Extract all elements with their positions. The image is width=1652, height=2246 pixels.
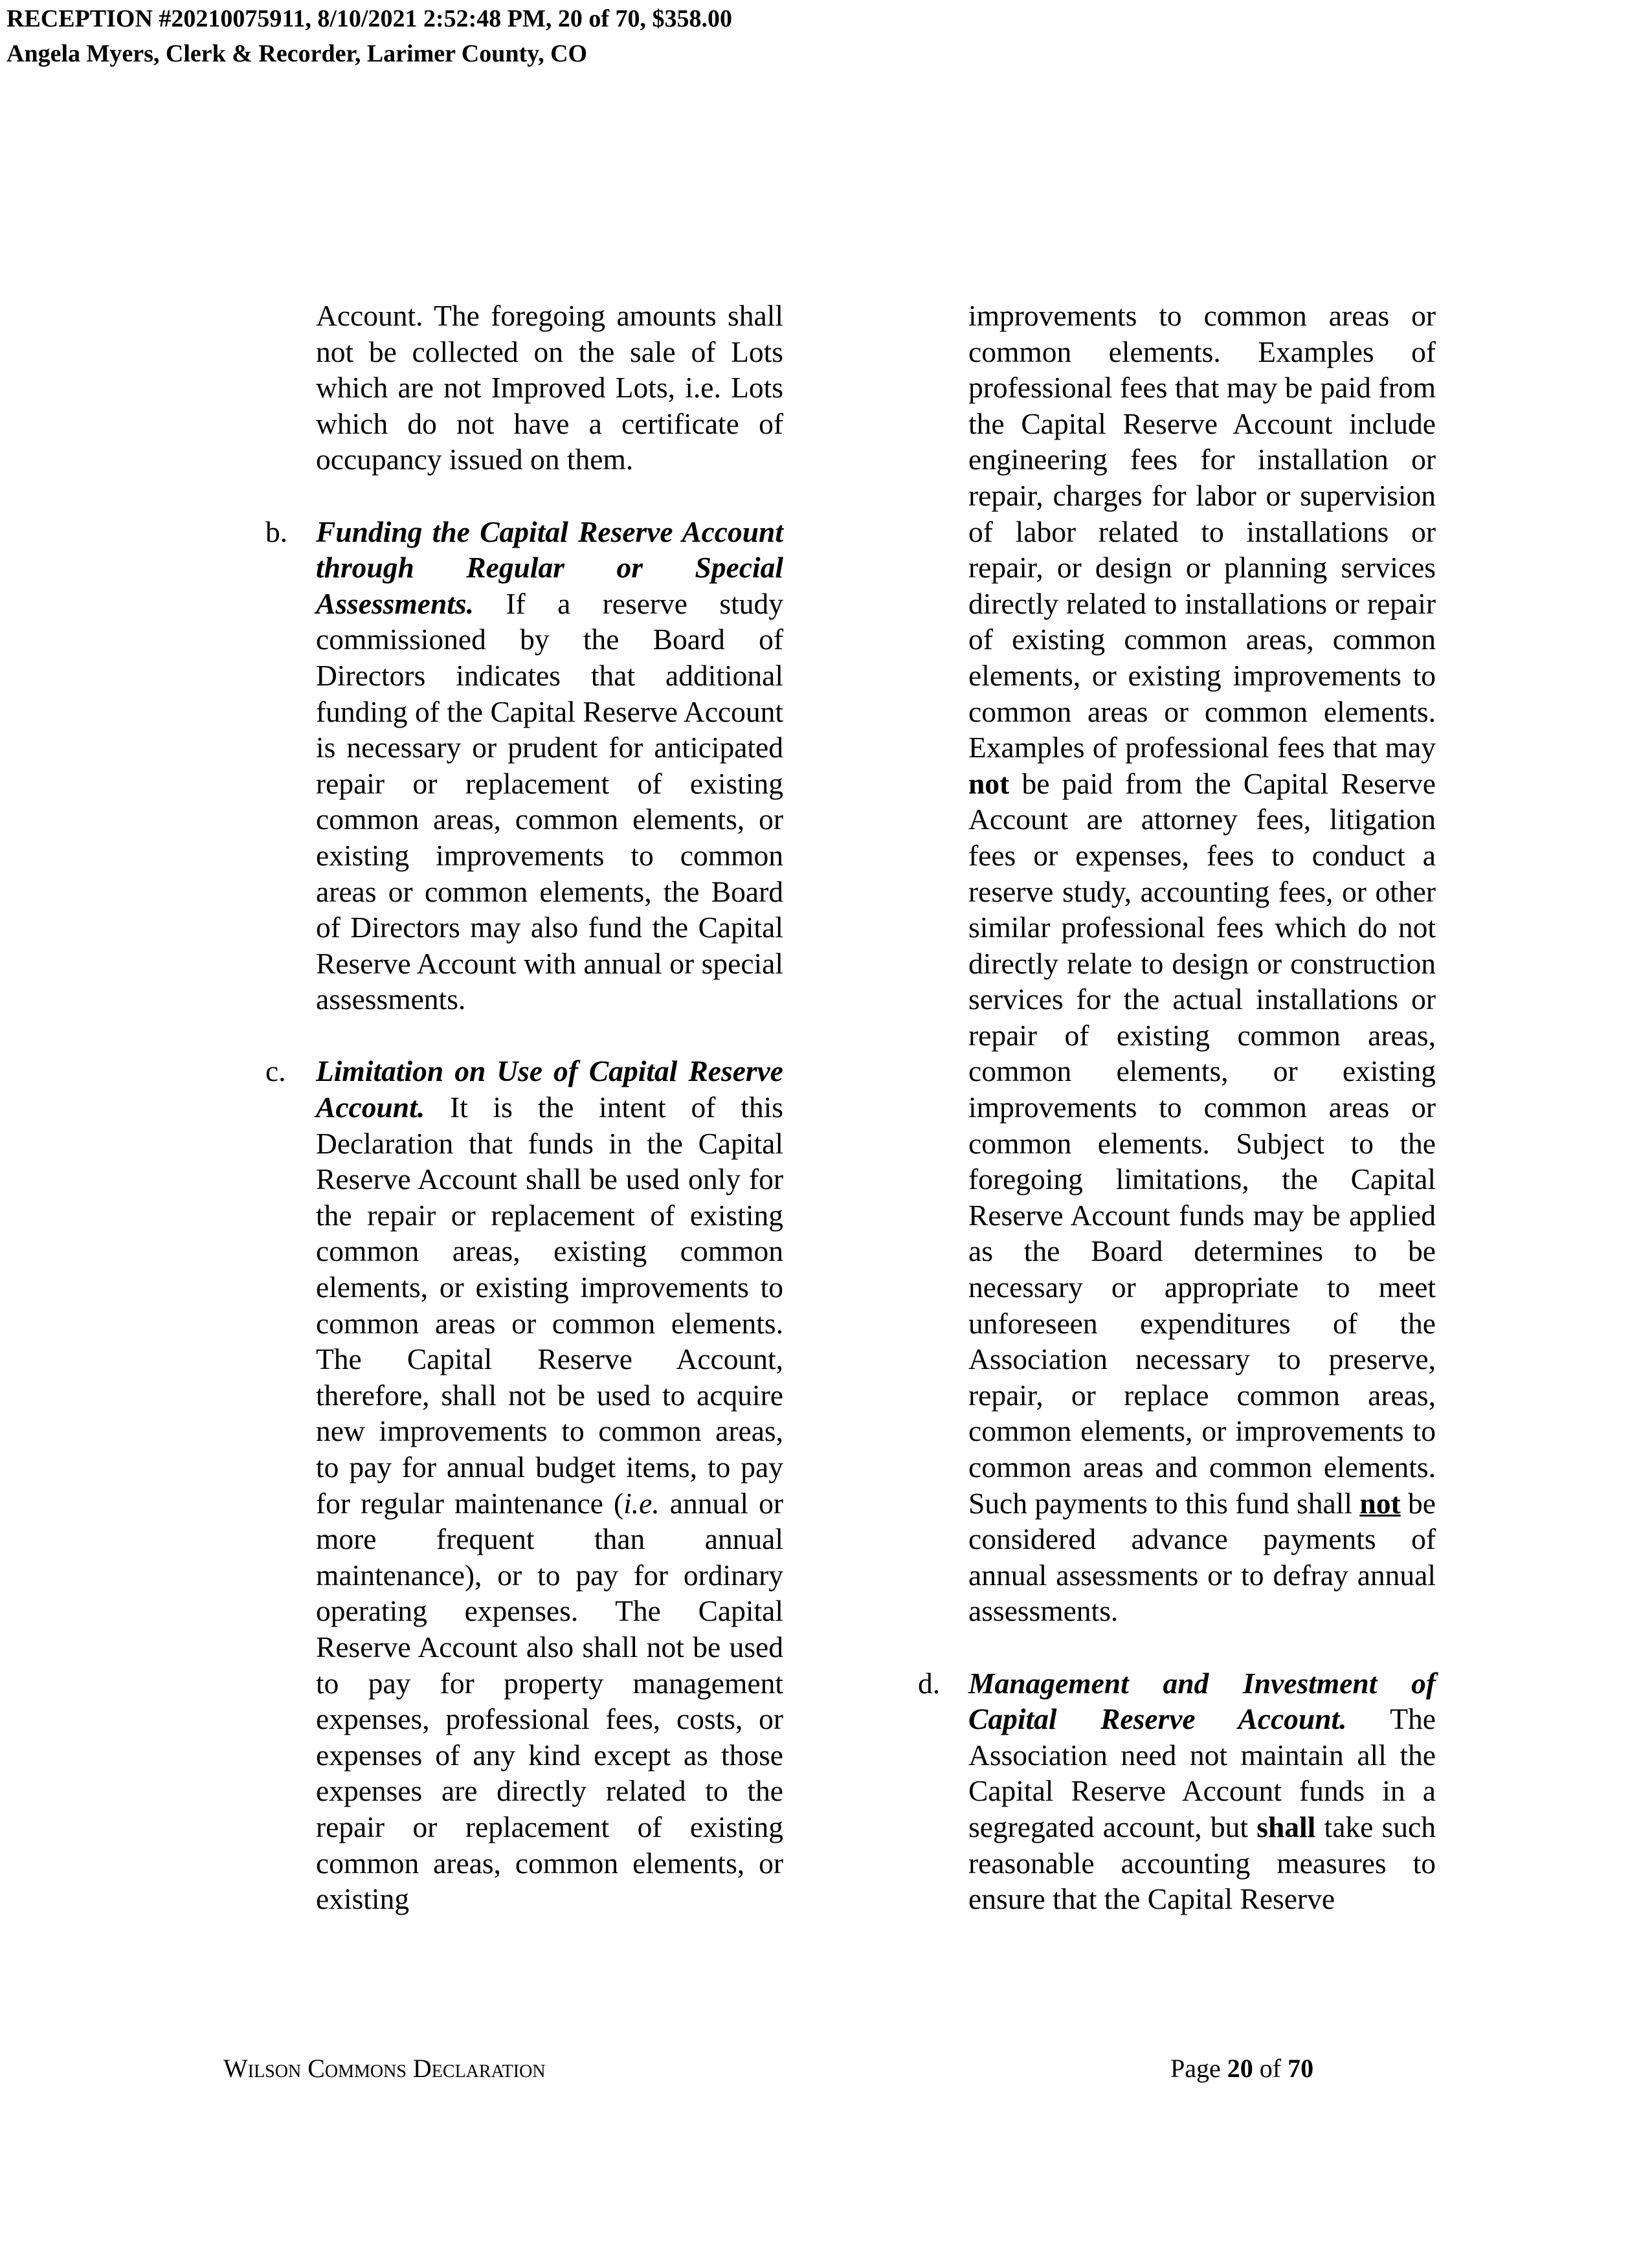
section-text: improvements to common areas or common elements. Examples of professional fees that may be paid from the Capital Reserve Account include engineering fees for installation or repair, charges for labor or supervision of labor related to installations or repair, or design or planning services directly related to installations or repair of existing common areas, common elements, or existing improvements to common areas or common elements. Examples of professional fees that may bbox=[968, 299, 1436, 764]
section-heading: Funding the Capital Reserve Account through Regular or Special Assessments. bbox=[316, 515, 783, 620]
emphasis-shall: shall bbox=[1256, 1810, 1316, 1843]
item-marker: d. bbox=[918, 1666, 941, 1700]
emphasis-not-underlined: not bbox=[1359, 1486, 1401, 1520]
section-d bbox=[918, 1665, 1436, 1917]
section-heading: Limitation on Use of Capital Reserve Account. bbox=[316, 1054, 783, 1124]
footer-page-number: Page 20 of 70 bbox=[1170, 2054, 1314, 2083]
item-marker: b. bbox=[265, 515, 288, 548]
section-b bbox=[265, 514, 783, 1017]
section-text: be considered advance payments of annual assessments or to defray annual assessments. bbox=[968, 1486, 1436, 1628]
section-text: annual or more frequent than annual maintenance), or to pay for ordinary operating expenses. The Capital Reserve Account also shall not be used to pay for property management expenses, professional fees, costs, or expenses of any kind except as those expenses are directly related to the repair or replacement of existing common areas, common elements, or existing bbox=[316, 1486, 783, 1916]
section-c-continuation bbox=[968, 298, 1436, 1629]
ie-abbrev: i.e. bbox=[623, 1486, 660, 1520]
recording-stamp bbox=[6, 1, 732, 71]
left-column bbox=[265, 298, 783, 1953]
section-text: The Association need not maintain all the Capital Reserve Account funds in a segregated account, but bbox=[968, 1702, 1436, 1843]
section-text: be paid from the Capital Reserve Account are attorney fees, litigation fees or expenses, fees to conduct a reserve study, accounting fees, or other similar professional fees which do not directly relate to design or construction services for the actual installations or repair of existing common areas, common elements, or existing improvements to common areas or common elements. Subject to the foregoing limitations, the Capital Reserve Account funds may be applied as the Board determines to be necessary or appropriate to meet unforeseen expenditures of the Association necessary to preserve, repair, or replace common areas, common elements, or improvements to common areas and common elements. Such payments to this fund shall bbox=[968, 766, 1436, 1520]
item-marker: c. bbox=[265, 1054, 286, 1088]
clerk-line: Angela Myers, Clerk & Recorder, Larimer County, CO bbox=[6, 40, 588, 67]
section-c bbox=[265, 1053, 783, 1917]
section-heading: Management and Investment of Capital Reserve Account. bbox=[968, 1666, 1436, 1736]
section-text: If a reserve study commissioned by the Board of Directors indicates that additional funding of the Capital Reserve Account is necessary or prudent for anticipated repair or replacement of existing common areas, common elements, or existing improvements to common areas or common elements, the Board of Directors may also fund the Capital Reserve Account with annual or special assessments. bbox=[316, 586, 783, 1016]
section-text: take such reasonable accounting measures to ensure that the Capital Reserve bbox=[968, 1810, 1436, 1916]
emphasis-not: not bbox=[968, 766, 1010, 800]
reception-line: RECEPTION #20210075911, 8/10/2021 2:52:48 PM, 20 of 70, $358.00 bbox=[6, 5, 732, 32]
continuation-paragraph: Account. The foregoing amounts shall not be collected on the sale of Lots which are not Improved Lots, i.e. Lots which do not have a certificate of occupancy issued on them. bbox=[316, 299, 783, 476]
section-text: It is the intent of this Declaration that funds in the Capital Reserve Account shall be used only for the repair or replacement of existing common areas, existing common elements, or existing improvements to common areas or common elements. The Capital Reserve Account, therefore, shall not be used to acquire new improvements to common areas, to pay for annual budget items, to pay for regular maintenance ( bbox=[316, 1091, 783, 1520]
right-column bbox=[918, 298, 1436, 1953]
footer-title: Wilson Commons Declaration bbox=[223, 2054, 546, 2083]
